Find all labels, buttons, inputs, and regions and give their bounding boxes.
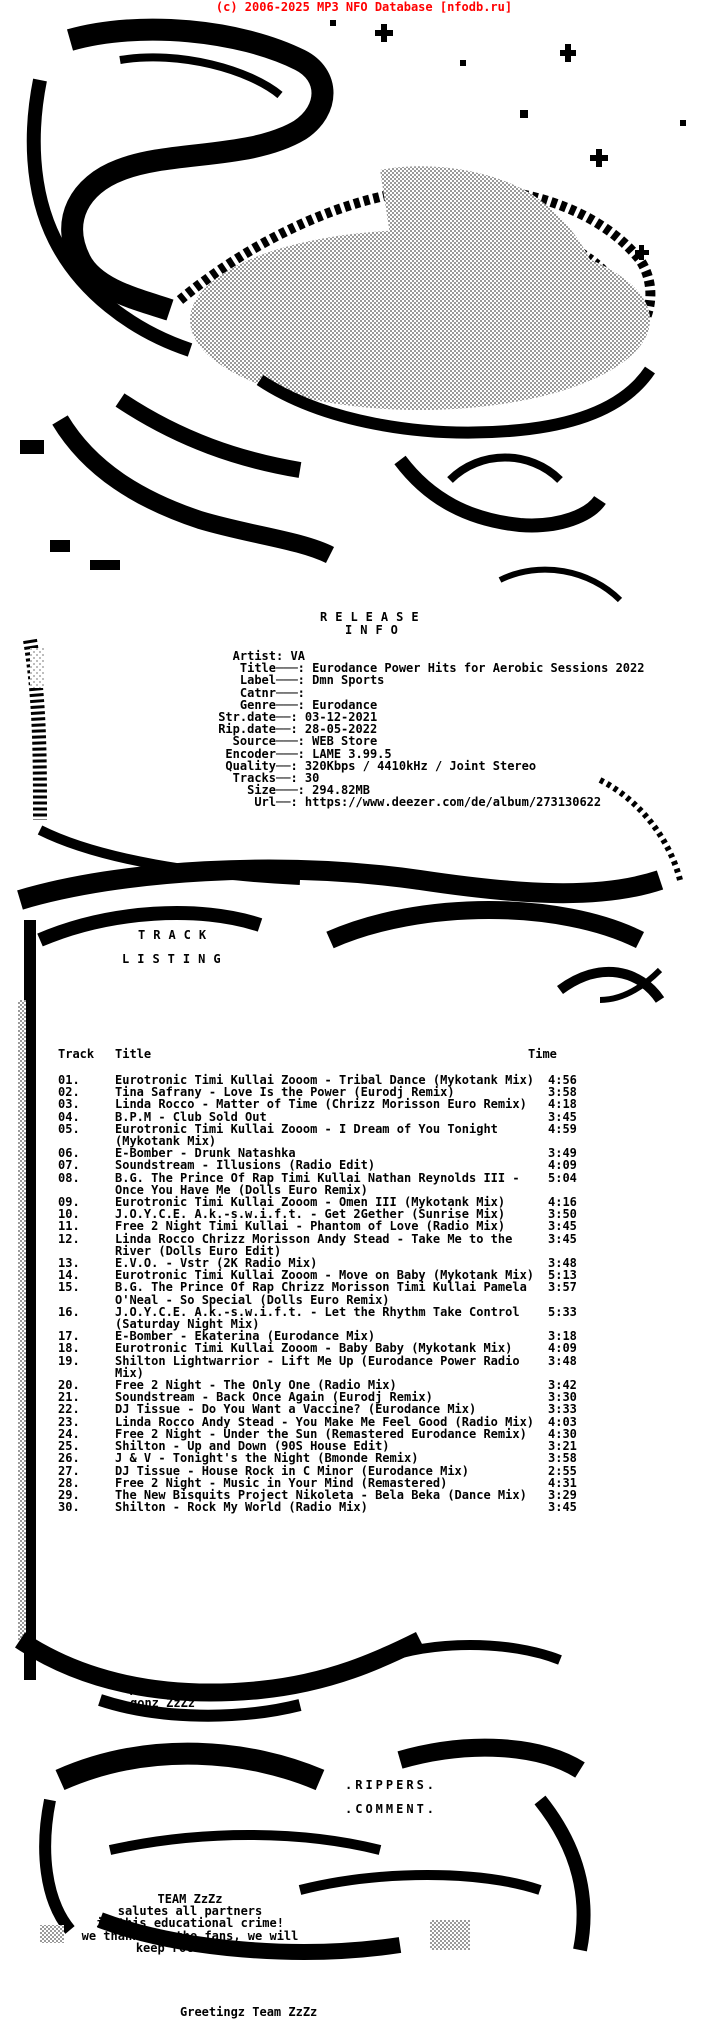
release-info-separator: ───:: [276, 746, 305, 761]
track-time: 3:58: [548, 1085, 577, 1100]
track-title: J.O.Y.C.E. A.k.-s.w.i.f.t. - Get 2Gether (Sunrise Mix): [115, 1207, 506, 1222]
track-title: Shilton - Rock My World (Radio Mix): [115, 1500, 368, 1515]
track-title: Shilton - Up and Down (90S House Edit): [115, 1439, 390, 1454]
track-row: [58, 1403, 618, 1415]
release-info-separator: ───:: [276, 661, 305, 676]
track-title: B.P.M - Club Sold Out: [115, 1109, 267, 1124]
comment-line: we thank all the fans, we will: [81, 1928, 299, 1943]
release-info-row: [80, 796, 644, 808]
track-time: 5:04: [548, 1170, 577, 1185]
release-info-separator: :: [276, 649, 284, 663]
track-time: 3:30: [548, 1390, 577, 1405]
track-row: [58, 1233, 618, 1257]
track-row: [58, 1111, 618, 1123]
track-time: 4:59: [548, 1121, 577, 1136]
track-time: 4:30: [548, 1426, 577, 1441]
release-info-key: Url: [254, 795, 276, 810]
track-title: E.V.O. - Vstr (2K Radio Mix): [115, 1256, 318, 1271]
track-time: 3:42: [548, 1378, 577, 1393]
track-number: 14.: [58, 1268, 80, 1283]
top-artwork: [20, 20, 686, 600]
track-number: 30.: [58, 1500, 80, 1515]
release-info-value: LAME 3.99.5: [312, 746, 392, 761]
track-number: 10.: [58, 1207, 80, 1222]
track-title: Linda Rocco Andy Stead - You Make Me Feel Good (Radio Mix): [115, 1414, 535, 1429]
track-row: [58, 1342, 618, 1354]
track-title: Eurotronic Timi Kullai Zooom - Baby Baby (Mykotank Mix): [115, 1341, 513, 1356]
release-info-row: [80, 674, 644, 686]
track-number: 05.: [58, 1121, 80, 1136]
release-info-key: Source: [232, 734, 276, 749]
track-title: DJ Tissue - Do You Want a Vaccine? (Eurodance Mix): [115, 1402, 477, 1417]
comment-line: salutes all partners: [117, 1904, 263, 1919]
track-number: 09.: [58, 1195, 80, 1210]
track-number: 20.: [58, 1378, 80, 1393]
release-info-value: Eurodance: [312, 697, 378, 712]
release-info-key: Catnr: [239, 685, 276, 700]
track-time: 3:48: [548, 1256, 577, 1271]
track-title: E-Bomber - Drunk Natashka: [115, 1146, 296, 1161]
track-time: 3:48: [548, 1353, 577, 1368]
release-info-value: 28-05-2022: [304, 722, 378, 737]
track-title: Free 2 Night Timi Kullai - Phantom of Love (Radio Mix): [115, 1219, 506, 1234]
track-number: 28.: [58, 1475, 80, 1490]
track-row: [58, 1098, 618, 1110]
release-info-title-2: INFO: [345, 623, 406, 637]
ascii-credit-line-1: ASCii by: [130, 1684, 188, 1698]
track-row: [58, 1159, 618, 1171]
track-number: 15.: [58, 1280, 80, 1295]
track-time: 3:45: [548, 1219, 577, 1234]
ascii-credit-line-2: gonz_ZzZz: [130, 1696, 196, 1710]
rippers-comment-title-2: .COMMENT.: [345, 1802, 438, 1816]
track-time: 3:58: [548, 1451, 577, 1466]
comment-line: in this educational crime!: [96, 1916, 284, 1931]
track-row: [58, 1306, 618, 1330]
release-info-row: [80, 760, 644, 772]
track-time: 4:09: [548, 1341, 577, 1356]
column-time: Time: [528, 1047, 557, 1061]
release-info-title: RELEASE: [320, 610, 427, 624]
track-title: Free 2 Night - Music in Your Mind (Remastered): [115, 1475, 448, 1490]
track-time: 3:33: [548, 1402, 577, 1417]
column-track: Track: [58, 1047, 95, 1061]
track-row: [58, 1452, 618, 1464]
release-info-key: Tracks: [232, 770, 276, 785]
track-number: 25.: [58, 1439, 80, 1454]
track-title: Eurotronic Timi Kullai Zooom - Tribal Dance (Mykotank Mix): [115, 1073, 535, 1087]
track-number: 17.: [58, 1329, 80, 1344]
track-number: 07.: [58, 1158, 80, 1173]
track-row: [58, 1281, 618, 1305]
track-time: 3:21: [548, 1439, 577, 1454]
track-number: 12.: [58, 1231, 80, 1246]
release-info-value: 30: [304, 770, 320, 785]
track-rows: [58, 1074, 618, 1513]
release-info-key: Size: [247, 783, 276, 798]
track-number: 04.: [58, 1109, 80, 1124]
release-info-value: 320Kbps / 4410kHz / Joint Stereo: [304, 758, 537, 773]
track-time: 4:03: [548, 1414, 577, 1429]
track-time: 3:50: [548, 1207, 577, 1222]
column-title: Title: [115, 1047, 152, 1061]
release-info-key: Label: [239, 673, 276, 688]
release-info-key: Encoder: [225, 746, 276, 761]
release-info-separator: ──:: [276, 709, 298, 724]
greetings: Greetingz Team ZzZz: [180, 2005, 318, 2019]
release-info-value: 294.82MB: [312, 783, 370, 798]
release-info-separator: ──:: [276, 758, 298, 773]
track-listing: [58, 1048, 618, 1513]
release-info-separator: ───:: [276, 673, 305, 688]
track-number: 11.: [58, 1219, 80, 1234]
track-number: 23.: [58, 1414, 80, 1429]
track-time: 3:45: [548, 1231, 577, 1246]
release-info-separator: ──:: [276, 722, 298, 737]
track-listing-title: TRACK: [138, 928, 215, 942]
track-title: Eurotronic Timi Kullai Zooom - Move on Baby (Mykotank Mix): [115, 1268, 535, 1283]
track-number: 22.: [58, 1402, 80, 1417]
release-info-key: Genre: [239, 697, 276, 712]
track-number: 13.: [58, 1256, 80, 1271]
track-number: 19.: [58, 1353, 80, 1368]
track-title: Soundstream - Illusions (Radio Edit): [115, 1158, 376, 1173]
track-title: Free 2 Night - Under the Sun (Remastered Eurodance Remix): [115, 1426, 527, 1441]
track-number: 29.: [58, 1487, 80, 1502]
track-time: 5:13: [548, 1268, 577, 1283]
release-info-separator: ──:: [276, 795, 298, 810]
track-number: 18.: [58, 1341, 80, 1356]
track-title: Soundstream - Back Once Again (Eurodj Remix): [115, 1390, 433, 1405]
track-time: 3:29: [548, 1487, 577, 1502]
track-title: B.G. The Prince Of Rap Chrizz Morisson Timi Kullai Pamela O'Neal - So Special (Dolls Euro Remix): [115, 1280, 527, 1307]
track-number: 06.: [58, 1146, 80, 1161]
release-info-key: Artist: [232, 649, 276, 663]
release-info-key: Rip.date: [218, 722, 276, 737]
track-time: 3:57: [548, 1280, 577, 1295]
track-time: 4:09: [548, 1158, 577, 1173]
track-row: [58, 1501, 618, 1513]
release-info-separator: ───:: [276, 697, 305, 712]
track-title: Linda Rocco - Matter of Time (Chrizz Morisson Euro Remix): [115, 1097, 527, 1112]
track-row: [58, 1123, 618, 1147]
release-info-key: Title: [239, 661, 276, 676]
track-time: 2:55: [548, 1463, 577, 1478]
track-row: [58, 1465, 618, 1477]
release-info-value[interactable]: https://www.deezer.com/de/album/273130622: [304, 795, 602, 810]
rippers-comment-title: .RIPPERS.: [345, 1778, 438, 1792]
track-time: 3:18: [548, 1329, 577, 1344]
track-number: 26.: [58, 1451, 80, 1466]
track-title: Eurotronic Timi Kullai Zooom - Omen III (Mykotank Mix): [115, 1195, 506, 1210]
comment-line: keep rocking...: [135, 1940, 245, 1955]
release-info-value: Dmn Sports: [312, 673, 385, 688]
track-listing-header: [58, 1048, 618, 1062]
track-row: [58, 1355, 618, 1379]
nfodb-header[interactable]: (c) 2006-2025 MP3 NFO Database [nfodb.ru]: [215, 0, 513, 14]
release-info-value: Eurodance Power Hits for Aerobic Sessions 2022: [312, 661, 645, 676]
release-info-block: [80, 650, 644, 808]
track-title: DJ Tissue - House Rock in C Minor (Eurodance Mix): [115, 1463, 470, 1478]
track-title: Free 2 Night - The Only One (Radio Mix): [115, 1378, 397, 1393]
track-number: 02.: [58, 1085, 80, 1100]
rippers-comment-text: [60, 1893, 320, 1954]
track-number: 27.: [58, 1463, 80, 1478]
track-title: Tina Safrany - Love Is the Power (Eurodj Remix): [115, 1085, 455, 1100]
track-number: 08.: [58, 1170, 80, 1185]
track-number: 21.: [58, 1390, 80, 1405]
release-info-value: VA: [290, 649, 305, 663]
track-number: 01.: [58, 1073, 80, 1087]
track-number: 24.: [58, 1426, 80, 1441]
release-info-separator: ──:: [276, 770, 298, 785]
track-title: Linda Rocco Chrizz Morisson Andy Stead - Take Me to the River (Dolls Euro Edit): [115, 1231, 513, 1258]
release-info-key: Quality: [225, 758, 276, 773]
track-title: J & V - Tonight's the Night (Bmonde Remix): [115, 1451, 419, 1466]
track-time: 4:31: [548, 1475, 577, 1490]
track-time: 4:56: [548, 1073, 577, 1087]
track-title: B.G. The Prince Of Rap Timi Kullai Nathan Reynolds III - Once You Have Me (Dolls Euro Remix): [115, 1170, 520, 1197]
track-time: 4:18: [548, 1097, 577, 1112]
track-listing-title-2: LISTING: [122, 952, 229, 966]
track-time: 5:33: [548, 1304, 577, 1319]
track-time: 3:45: [548, 1500, 577, 1515]
release-info-value: 03-12-2021: [304, 709, 378, 724]
track-title: E-Bomber - Ekaterina (Eurodance Mix): [115, 1329, 376, 1344]
release-info-value: WEB Store: [312, 734, 378, 749]
release-info-separator: ───:: [276, 734, 305, 749]
track-title: Shilton Lightwarrior - Lift Me Up (Eurodance Power Radio Mix): [115, 1353, 520, 1380]
track-row: [58, 1172, 618, 1196]
track-number: 03.: [58, 1097, 80, 1112]
track-time: 3:45: [548, 1109, 577, 1124]
release-info-separator: ───:: [276, 685, 305, 700]
track-title: Eurotronic Timi Kullai Zooom - I Dream of You Tonight (Mykotank Mix): [115, 1121, 498, 1149]
track-time: 3:49: [548, 1146, 577, 1161]
release-info-separator: ───:: [276, 783, 305, 798]
track-title: J.O.Y.C.E. A.k.-s.w.i.f.t. - Let the Rhythm Take Control (Saturday Night Mix): [115, 1304, 520, 1332]
track-title: The New Bisquits Project Nikoleta - Bela Beka (Dance Mix): [115, 1487, 527, 1502]
track-number: 16.: [58, 1304, 80, 1319]
track-time: 4:16: [548, 1195, 577, 1210]
track-row: [58, 1220, 618, 1232]
comment-line: TEAM ZzZz: [157, 1892, 223, 1906]
release-info-key: Str.date: [218, 709, 276, 724]
